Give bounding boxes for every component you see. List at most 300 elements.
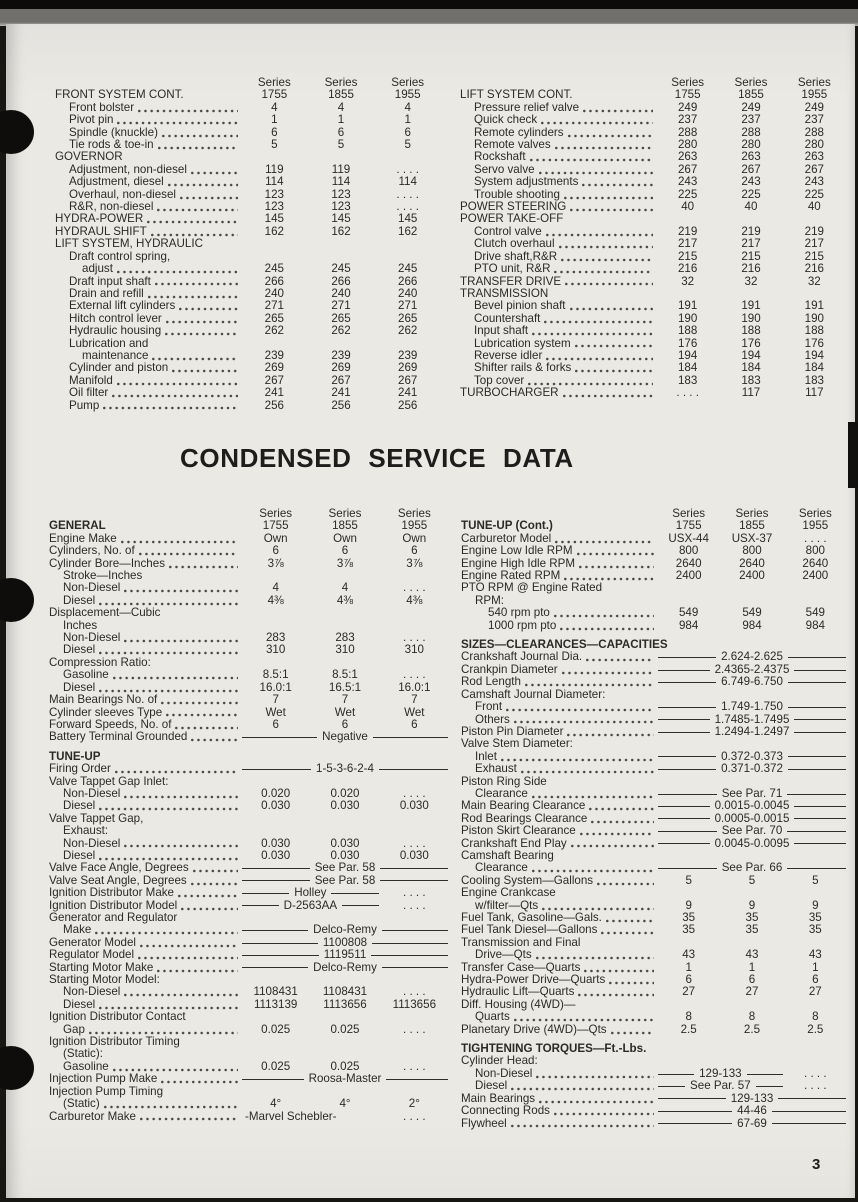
leader-dots	[99, 651, 238, 655]
row-label: Oil filter	[69, 386, 109, 400]
row-label: Top cover	[474, 373, 525, 387]
table-row	[461, 1068, 847, 1080]
rule-line	[331, 893, 378, 894]
value-cell: 219	[741, 224, 761, 238]
leader-dots	[525, 683, 654, 687]
table-row	[55, 238, 441, 250]
table-row	[55, 362, 441, 374]
rule-line	[658, 670, 710, 671]
value-cell: 40	[807, 200, 821, 214]
table-row	[461, 620, 847, 632]
row-label: Hitch control lever	[69, 311, 162, 325]
leader-dots	[124, 795, 238, 799]
value-cell: 27	[745, 985, 759, 999]
series-number: 1755	[262, 519, 289, 533]
span-text: See Par. 66	[721, 861, 783, 875]
leader-dots	[579, 565, 654, 569]
series-number: 1755	[675, 519, 702, 533]
section-label: Generator and Regulator	[49, 911, 178, 924]
series-numbers-row	[460, 89, 846, 101]
row-label: Cylinder sleeves Type	[49, 705, 163, 719]
series-header-row	[49, 508, 449, 520]
table-row	[460, 362, 846, 374]
value-cell: 269	[331, 361, 351, 375]
section-label: TIGHTENING TORQUES—Ft.-Lbs.	[461, 1042, 647, 1056]
leader-dots	[148, 295, 238, 299]
value-cell: . . . .	[403, 886, 426, 900]
leader-dots	[181, 907, 238, 911]
value-cell: Wet	[404, 705, 425, 719]
rule-line	[242, 1079, 304, 1080]
leader-dots	[546, 233, 653, 237]
series-number: 1855	[738, 88, 764, 102]
row-label: Regulator Model	[49, 948, 135, 962]
value-cell: 216	[741, 262, 761, 276]
rule-line	[380, 880, 448, 881]
value-cell: 263	[741, 150, 761, 164]
value-cell: . . . .	[403, 1109, 426, 1123]
table-row	[49, 1011, 449, 1023]
row-label: Quick check	[474, 113, 538, 127]
value-cell: 5	[404, 138, 411, 152]
leader-dots	[168, 183, 238, 187]
rule-line	[787, 868, 846, 869]
value-cell: 269	[264, 361, 284, 375]
row-label: maintenance	[82, 348, 149, 362]
value-cell: . . . .	[396, 162, 419, 176]
section-label: (Static):	[63, 1047, 103, 1061]
span-value	[241, 763, 449, 775]
span-text: 129-133	[699, 1066, 742, 1080]
span-text: 2.4365-2.4375	[714, 662, 790, 676]
value-cell: 188	[677, 324, 698, 338]
section-label: Engine Crankcase	[461, 886, 556, 900]
value-cell: 8.5:1	[332, 668, 358, 682]
row-label: Cooling System—Gallons	[461, 873, 594, 887]
row-label: Ignition Distributor Model	[49, 898, 178, 912]
table-row	[461, 607, 847, 619]
leader-dots	[161, 1080, 238, 1084]
row-label: Spindle (knuckle)	[69, 125, 158, 139]
row-label: Gap	[63, 1022, 85, 1036]
leader-dots	[562, 671, 654, 675]
series-number: 1855	[739, 519, 765, 533]
rule-line	[242, 880, 310, 881]
section-label: Displacement—Cubic	[49, 606, 161, 620]
row-label: Inlet	[475, 749, 497, 763]
section-label: Piston Ring Side	[461, 774, 547, 788]
leader-dots	[166, 713, 238, 717]
row-label: Piston Skirt Clearance	[461, 824, 576, 838]
rule-line	[794, 732, 846, 733]
series-word: Series	[672, 507, 706, 520]
section-label: TRANSMISSION	[460, 286, 549, 300]
value-cell: 9	[748, 898, 756, 912]
span-value	[657, 726, 847, 738]
value-cell: 800	[678, 544, 699, 558]
leader-dots	[571, 844, 654, 848]
section-label: Ignition Distributor Contact	[49, 1010, 186, 1024]
leader-dots	[124, 589, 238, 593]
row-label: Firing Order	[49, 762, 111, 776]
row-label: Tie rods & toe-in	[69, 138, 154, 152]
rule-line	[772, 1123, 846, 1124]
value-cell: 0.025	[330, 1022, 360, 1036]
row-label: Diesel	[63, 593, 96, 607]
rule-line	[788, 707, 846, 708]
rule-line	[658, 769, 716, 770]
span-value	[657, 1118, 847, 1130]
table-row	[55, 375, 441, 387]
value-cell: 1113656	[392, 997, 437, 1011]
leader-dots	[521, 770, 654, 774]
value-cell: 162	[398, 224, 418, 238]
value-cell: . . . .	[403, 786, 426, 800]
row-label: Engine High Idle RPM	[461, 556, 576, 570]
value-cell: 2400	[675, 569, 702, 583]
value-cell: 176	[804, 336, 824, 350]
value-cell: 3⅞	[336, 556, 354, 570]
value-cell: 6	[411, 544, 418, 558]
leader-dots	[115, 770, 238, 774]
leader-dots	[544, 320, 653, 324]
rule-line	[373, 737, 448, 738]
value-cell: 2.5	[680, 1022, 697, 1036]
leader-dots	[138, 109, 238, 113]
leader-dots	[570, 208, 653, 212]
row-label: POWER STEERING	[460, 200, 567, 214]
table-row	[460, 300, 846, 312]
leader-dots	[89, 1031, 238, 1035]
span-text: 129-133	[730, 1091, 774, 1105]
series-number: 1955	[802, 519, 829, 533]
table-row	[461, 582, 847, 594]
leader-dots	[179, 307, 238, 311]
row-label: Diesel	[475, 1079, 508, 1093]
leader-dots	[568, 134, 653, 138]
leader-dots	[117, 382, 238, 386]
rule-line	[658, 843, 710, 844]
value-cell: 225	[741, 187, 761, 201]
leader-dots	[577, 552, 655, 556]
value-cell: 1	[404, 113, 411, 127]
table-row	[49, 813, 449, 825]
rule-line	[242, 955, 319, 956]
span-text: 6.749-6.750	[721, 675, 783, 689]
rule-line	[342, 905, 379, 906]
value-cell: 119	[331, 162, 351, 176]
value-cell: . . . .	[403, 581, 426, 595]
rule-line	[658, 682, 716, 683]
value-cell: 2400	[802, 569, 829, 583]
leader-dots	[597, 882, 654, 886]
table-title: LIFT SYSTEM CONT.	[460, 88, 573, 102]
row-label: Bevel pinion shaft	[474, 299, 566, 313]
rule-line	[371, 955, 448, 956]
rule-line	[658, 868, 717, 869]
span-value	[241, 1073, 449, 1085]
value-cell: 0.030	[261, 799, 291, 813]
value-cell: 243	[741, 175, 761, 189]
series-number: 1855	[328, 88, 354, 102]
rule-line	[794, 719, 846, 720]
table-row	[49, 1111, 449, 1123]
leader-dots	[539, 171, 653, 175]
value-cell: 267	[331, 373, 351, 387]
row-label: System adjustments	[474, 175, 579, 189]
value-cell: 6	[411, 717, 418, 731]
leader-dots	[152, 357, 238, 361]
value-cell: 40	[744, 200, 758, 214]
row-label: Diesel	[63, 799, 96, 813]
row-label: Rod Length	[461, 675, 521, 689]
section-label: RPM:	[475, 593, 504, 607]
row-label: Ignition Distributor Make	[49, 886, 175, 900]
series-numbers-row	[461, 520, 847, 532]
rule-line	[658, 1086, 685, 1087]
span-text: 1100808	[322, 935, 368, 949]
value-cell: 16.0:1	[398, 680, 431, 694]
table-row	[49, 838, 449, 850]
value-cell: 43	[808, 948, 822, 962]
table-row	[461, 1055, 847, 1067]
leader-dots	[606, 919, 654, 923]
table-row	[460, 176, 846, 188]
value-cell: 5	[812, 873, 819, 887]
leader-dots	[99, 807, 238, 811]
leader-dots	[158, 146, 238, 150]
leader-dots	[528, 382, 653, 386]
span-text: Roosa-Master	[308, 1072, 382, 1086]
row-label: Rod Bearings Clearance	[461, 811, 588, 825]
table-row	[460, 238, 846, 250]
leader-dots	[554, 614, 654, 618]
table-row	[49, 800, 449, 812]
row-label: Engine Make	[49, 531, 117, 545]
span-text: 0.0005-0.0015	[714, 811, 790, 825]
row-label: Crankpin Diameter	[461, 662, 558, 676]
leader-dots	[124, 639, 238, 643]
value-cell: USX-37	[731, 531, 773, 545]
value-cell: 0.025	[330, 1059, 360, 1073]
value-cell: 249	[804, 100, 824, 114]
row-label: Non-Diesel	[63, 786, 121, 800]
value-cell: 194	[741, 348, 761, 362]
value-cell: 241	[331, 386, 351, 400]
row-label: Non-Diesel	[63, 836, 121, 850]
rule-line	[788, 769, 846, 770]
value-cell: 184	[677, 361, 698, 375]
span-value	[241, 1111, 380, 1123]
row-label: Forward Speeds, No. of	[49, 717, 172, 731]
value-cell: 267	[741, 162, 761, 176]
table-row	[55, 176, 441, 188]
value-cell: Own	[402, 531, 427, 545]
value-cell: 266	[398, 274, 418, 288]
series-word: Series	[324, 76, 358, 89]
value-cell: 0.020	[261, 786, 291, 800]
value-cell: 265	[398, 311, 418, 325]
series-number: 1955	[394, 88, 421, 102]
table-row	[49, 986, 449, 998]
value-cell: 6	[341, 717, 349, 731]
rule-line	[242, 769, 311, 770]
value-cell: 2400	[739, 569, 765, 583]
value-cell: 7	[411, 693, 418, 707]
section-label: Draft control spring,	[69, 249, 171, 263]
value-cell: 7	[341, 693, 349, 707]
index-tab	[848, 422, 858, 488]
rule-line	[242, 967, 308, 968]
value-cell: . . . .	[804, 1066, 827, 1080]
leader-dots	[172, 369, 238, 373]
value-cell: 267	[804, 162, 824, 176]
value-cell: 145	[264, 212, 284, 226]
row-label: Battery Terminal Grounded	[49, 730, 188, 744]
leader-dots	[112, 394, 238, 398]
value-cell: 32	[807, 274, 821, 288]
row-label: Adjustment, non-diesel	[69, 162, 187, 176]
table-row	[49, 607, 449, 619]
row-label: Non-Diesel	[63, 581, 121, 595]
row-label: Drain and refill	[69, 286, 144, 300]
value-cell: 183	[677, 373, 698, 387]
row-label: Make	[63, 923, 92, 937]
leader-dots	[591, 820, 654, 824]
value-cell: 0.030	[399, 848, 429, 862]
leader-dots	[121, 540, 238, 544]
value-cell: 6	[812, 973, 819, 987]
table-row	[461, 887, 847, 899]
value-cell: 123	[264, 200, 284, 214]
leader-dots	[161, 701, 238, 705]
value-cell: 262	[331, 324, 351, 338]
value-cell: 1	[337, 113, 345, 127]
value-cell: 266	[264, 274, 284, 288]
row-label: Rockshaft	[474, 150, 526, 164]
value-cell: 117	[805, 386, 824, 400]
row-label: Diesel	[63, 680, 96, 694]
leader-dots	[103, 406, 238, 410]
row-label: Clearance	[475, 861, 528, 875]
value-cell: 262	[264, 324, 284, 338]
value-cell: 5	[337, 138, 345, 152]
value-cell: 240	[264, 286, 284, 300]
value-cell: 194	[804, 348, 824, 362]
leader-dots	[555, 146, 653, 150]
span-value	[241, 962, 449, 974]
row-label: Main Bearings	[461, 1091, 536, 1105]
series-numbers-row	[49, 520, 449, 532]
value-cell: 240	[398, 286, 418, 300]
rule-line	[794, 818, 846, 819]
value-cell: 239	[398, 348, 418, 362]
value-cell: 984	[805, 618, 825, 632]
value-cell: 4⅜	[336, 593, 354, 607]
row-label: Non-Diesel	[63, 631, 121, 645]
value-cell: . . . .	[804, 1079, 827, 1093]
value-cell: 183	[804, 373, 824, 387]
value-cell: 549	[678, 606, 699, 620]
leader-dots	[124, 993, 238, 997]
value-cell: 280	[804, 138, 824, 152]
value-cell: 2640	[739, 556, 765, 570]
row-label: Injection Pump Make	[49, 1072, 158, 1086]
table-row	[461, 924, 847, 936]
table-row	[461, 545, 847, 557]
value-cell: 2°	[408, 1097, 420, 1111]
table-row	[49, 644, 449, 656]
leader-dots	[554, 1112, 654, 1116]
leader-dots	[511, 1087, 654, 1091]
value-cell: 6	[748, 973, 756, 987]
row-label: Fuel Tank, Gasoline—Gals.	[461, 911, 602, 924]
value-cell: . . . .	[403, 985, 426, 999]
leader-dots	[191, 171, 238, 175]
rule-line	[658, 756, 716, 757]
span-value	[657, 701, 847, 713]
row-label: Pressure relief valve	[474, 100, 580, 114]
section-label: TUNE-UP	[49, 749, 101, 763]
row-label: Countershaft	[474, 311, 541, 325]
value-cell: 256	[264, 398, 284, 412]
span-text: 1.749-1.750	[721, 700, 783, 714]
leader-dots	[191, 738, 238, 742]
table-row	[49, 1048, 449, 1060]
value-cell: . . . .	[804, 531, 827, 545]
leader-dots	[564, 196, 653, 200]
leader-dots	[178, 894, 238, 898]
span-value	[657, 676, 847, 688]
leader-dots	[582, 183, 653, 187]
leader-dots	[514, 1018, 654, 1022]
table-row	[461, 999, 847, 1011]
table-row	[49, 669, 449, 681]
row-label: Quarts	[475, 1010, 510, 1024]
leader-dots	[555, 540, 654, 544]
table-row	[49, 1073, 449, 1085]
page-heading: CONDENSED SERVICE DATA	[180, 443, 574, 473]
value-cell: 16.5:1	[328, 680, 362, 694]
value-cell: 1	[685, 960, 692, 974]
row-label: Diesel	[63, 848, 96, 862]
row-label: 1000 rpm pto	[488, 618, 557, 632]
series-word: Series	[797, 76, 831, 89]
value-cell: 123	[331, 187, 351, 201]
value-cell: 549	[742, 606, 762, 620]
value-cell: 216	[804, 262, 824, 276]
section-label: Ignition Distributor Timing	[49, 1035, 180, 1049]
value-cell: 8.5:1	[262, 668, 289, 682]
section-label: Stroke—Inches	[63, 569, 143, 583]
table-row	[461, 1118, 847, 1130]
row-label: (Static)	[63, 1097, 100, 1111]
table-row	[461, 986, 847, 998]
row-label: Shifter rails & forks	[474, 361, 572, 375]
row-label: Non-Diesel	[475, 1066, 533, 1080]
row-label: Manifold	[69, 373, 113, 387]
table-row	[55, 387, 441, 399]
value-cell: 249	[677, 100, 698, 114]
value-cell: 114	[398, 175, 417, 189]
value-cell: 2.5	[807, 1022, 824, 1036]
leader-dots	[175, 726, 238, 730]
value-cell: 225	[804, 187, 824, 201]
series-number: 1755	[261, 88, 288, 102]
value-cell: 243	[677, 175, 698, 189]
value-cell: . . . .	[403, 668, 426, 682]
leader-dots	[157, 969, 238, 973]
